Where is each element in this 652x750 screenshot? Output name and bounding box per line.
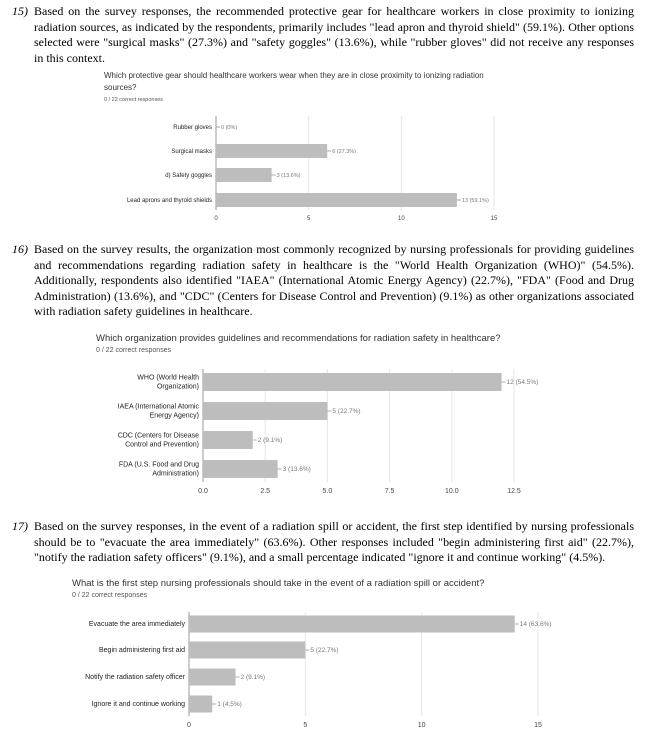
bar (189, 616, 515, 633)
bar (203, 373, 502, 391)
data-label: 5 (22.7%) (310, 647, 339, 654)
category-label-line: IAEA (International Atomic (117, 403, 199, 411)
chart-plot (104, 70, 524, 230)
chart-plot (96, 333, 566, 508)
category-label (173, 125, 212, 131)
x-tick-label: 5 (306, 216, 311, 222)
item-number: 15) (12, 4, 28, 18)
category-label-line: Lead aprons and thyroid shields (126, 198, 212, 204)
bar (216, 144, 327, 158)
category-label-line: Organization) (156, 383, 199, 391)
x-tick-label: 2.5 (260, 488, 271, 495)
data-label: 6 (27.3%) (332, 149, 357, 155)
category-label-line: WHO (World Health (137, 374, 199, 382)
chart-first-step (60, 578, 620, 750)
data-label: 2 (9.1%) (257, 437, 283, 444)
bar (189, 669, 236, 686)
category-label-line: Ignore it and continue working (91, 701, 185, 708)
category-label-line: FDA (U.S. Food and Drug (118, 461, 199, 469)
data-label: 5 (22.7%) (332, 408, 361, 415)
x-tick-label: 5.0 (322, 488, 333, 495)
category-label-line: Begin administering first aid (99, 647, 185, 654)
category-label-line: Control and Prevention) (125, 441, 199, 449)
category-label-line: Energy Agency) (149, 412, 199, 420)
item-number: 16) (12, 242, 28, 256)
x-tick-label: 5 (303, 722, 308, 729)
category-label (99, 647, 185, 654)
x-tick-label: 0 (214, 216, 218, 222)
x-tick-label: 10 (397, 216, 405, 222)
bar (216, 193, 457, 207)
category-label-line: d) Safety goggles (165, 173, 212, 179)
x-tick-label: 10.0 (444, 488, 459, 495)
category-label (119, 462, 199, 478)
category-label-line: CDC (Centers for Disease (117, 432, 199, 440)
category-label-line: Surgical masks (171, 149, 212, 155)
data-label: 2 (9.1%) (240, 674, 266, 681)
category-label-line: Administration) (152, 470, 199, 478)
chart-organizations (96, 333, 566, 508)
paragraph-text: Based on the survey responses, in the event of a radiation spill or accident, the first step identified by nursing professionals should be to "evacuate the area immediately" (63.6%). Other responses included "begin administering first aid" (22.7%), "notify the radiation safety officers" (9.1%), and a small percentage indicated "ignore it and continue working" (4.5%). (34, 519, 634, 564)
paragraph-text: Based on the survey results, the organization most commonly recognized by nursing professionals for providing guidelines and recommendations regarding radiation safety in healthcare is the "World Health Organization (WHO)" (54.5%). Additionally, respondents also identified "IAEA" (International Atomic Energy Agency) (22.7%), "FDA" (Food and Drug Administration) (13.6%), and "CDC" (Centers for Disease Control and Prevention) (9.1%) as other organizations associated with radiation safety guidelines in healthcare. (34, 242, 634, 318)
item-number: 17) (12, 519, 28, 533)
x-tick-label: 0 (187, 722, 191, 729)
paragraph-text: Based on the survey responses, the recommended protective gear for healthcare workers in close proximity to ionizing radiation sources, as indicated by the respondents, primarily includes "lead apron and thyroid shield" (59.1%). Other options selected were "surgical masks" (27.3%) and "safety goggles" (13.6%), while "rubber gloves" did not receive any responses in this context. (34, 4, 634, 65)
category-label (171, 149, 212, 155)
x-tick-label: 0.0 (198, 488, 208, 495)
bar (189, 642, 305, 659)
data-label: 12 (54.5%) (506, 379, 539, 386)
x-tick-label: 15 (490, 216, 498, 222)
data-label: 0 (0%) (221, 125, 238, 131)
category-label (127, 198, 212, 204)
bar (216, 168, 272, 182)
chart-protective-gear (104, 70, 524, 230)
bar (203, 460, 278, 478)
x-tick-label: 12.5 (507, 488, 521, 495)
category-label (137, 375, 199, 391)
paragraph-15 (12, 4, 634, 66)
data-label: 13 (59.1%) (461, 198, 489, 204)
paragraph-17 (12, 519, 634, 566)
paragraph-16 (12, 242, 634, 320)
bar (203, 431, 253, 449)
category-label (118, 433, 199, 449)
chart-title: Which protective gear should healthcare workers wear when they are in close proximity to ionizing radiation sources? (104, 71, 484, 92)
chart-plot (60, 578, 620, 750)
x-tick-label: 7.5 (384, 488, 395, 495)
chart-title: Which organization provides guidelines and recommendations for radiation safety in healthcare? (96, 333, 501, 344)
chart-subtitle: 0 / 22 correct responses (72, 592, 148, 599)
bar (203, 402, 327, 420)
category-label-line: Rubber gloves (173, 125, 212, 131)
data-label: 1 (4.5%) (217, 701, 242, 708)
chart-subtitle: 0 / 22 correct responses (104, 97, 164, 103)
x-tick-label: 10 (417, 722, 426, 729)
category-label (92, 701, 185, 708)
chart-subtitle: 0 / 22 correct responses (96, 347, 172, 354)
x-tick-label: 15 (534, 722, 542, 729)
category-label (85, 674, 186, 681)
chart-title: What is the first step nursing professionals should take in the event of a radiation spill or accident? (72, 578, 485, 589)
bar (189, 696, 212, 713)
category-label-line: Evacuate the area immediately (88, 621, 185, 628)
category-label (118, 404, 200, 420)
data-label: 3 (13.6%) (276, 173, 301, 179)
data-label: 14 (63.6%) (519, 621, 552, 628)
category-label (165, 173, 212, 179)
category-label-line: Notify the radiation safety officer (85, 674, 185, 681)
category-label (89, 621, 186, 628)
data-label: 3 (13.6%) (282, 466, 311, 473)
